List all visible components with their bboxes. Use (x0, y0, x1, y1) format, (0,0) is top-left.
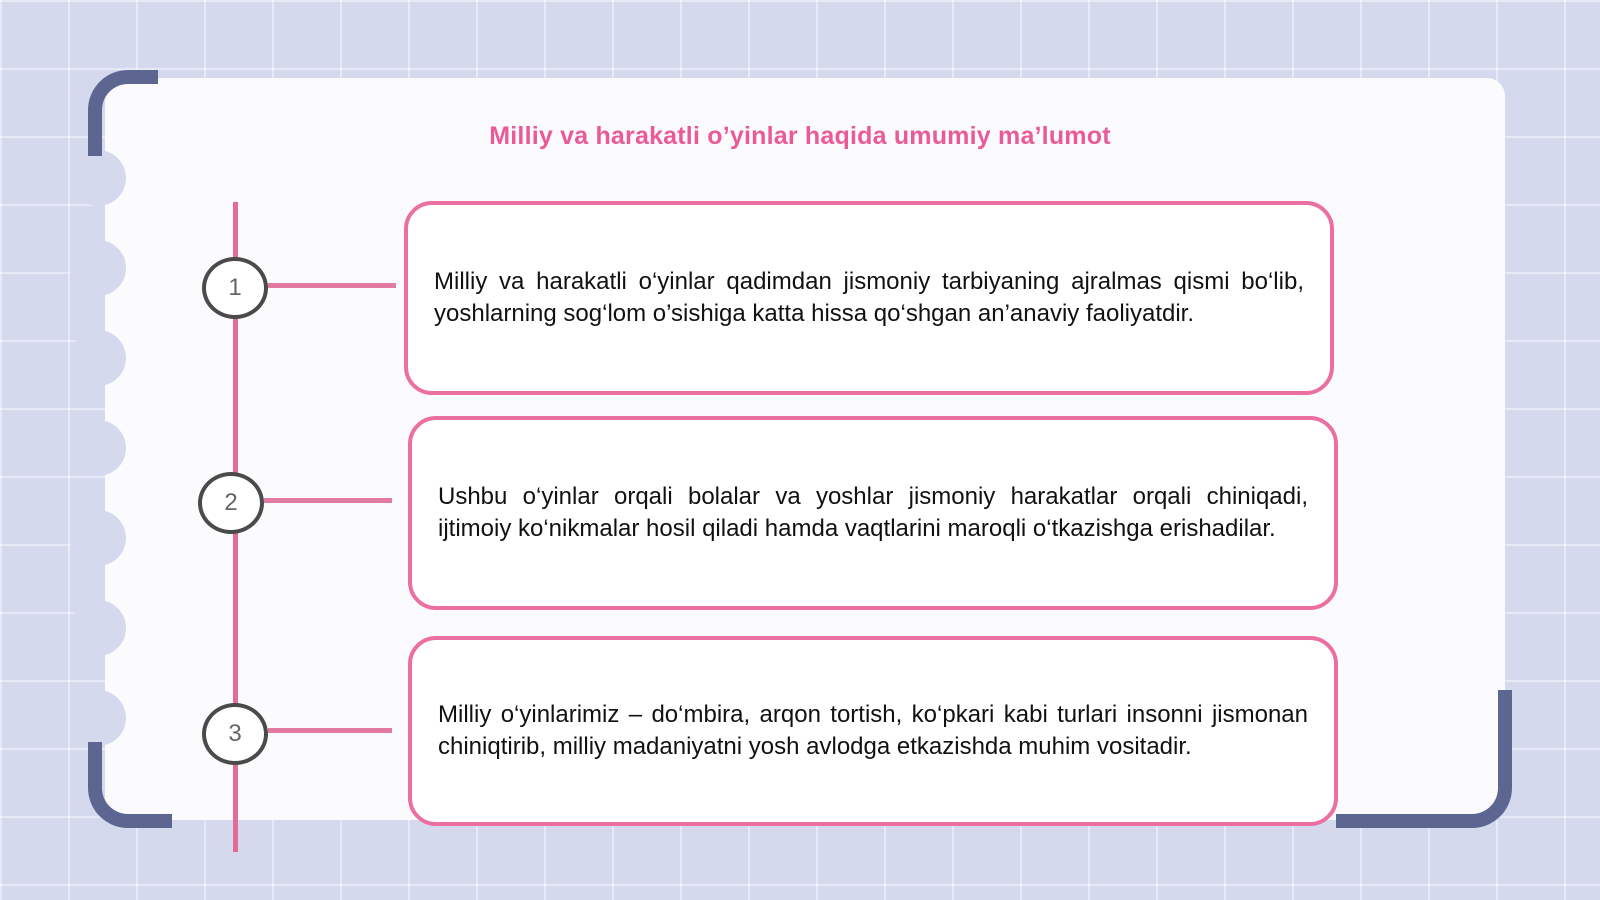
info-text: Milliy va harakatli o‘yinlar qadimdan jismoniy tarbiyaning ajralmas qismi bo‘lib, yoshlarning sog‘lom o’sishiga katta hissa qo‘shgan an’anaviy faoliyatdir. (434, 268, 1304, 327)
timeline-number: 3 (228, 720, 242, 747)
timeline-number: 2 (224, 489, 238, 516)
notebook-notch (70, 420, 126, 476)
notebook-notch (70, 690, 126, 746)
notebook-notch (70, 240, 126, 296)
timeline-connector (264, 498, 392, 503)
info-text: Ushbu o‘yinlar orqali bolalar va yoshlar jismoniy harakatlar orqali chiniqadi, ijtimoiy ko‘nikmalar hosil qiladi hamda vaqtlarini maroqli o‘tkazishga erishadilar. (438, 483, 1308, 542)
info-text: Milliy o‘yinlarimiz – do‘mbira, arqon tortish, ko‘pkari kabi turlari insonni jismonan chiniqtirib, milliy madaniyatni yosh avlodga etkazishda muhim vositadir. (438, 701, 1308, 760)
notebook-notch (70, 600, 126, 656)
timeline-connector (268, 283, 396, 288)
timeline-marker-3 (202, 703, 268, 765)
timeline-marker-2 (198, 472, 264, 534)
info-box-2 (408, 416, 1338, 610)
notebook-notch (70, 150, 126, 206)
corner-bracket-top-left (88, 70, 158, 156)
timeline-number: 1 (228, 274, 242, 301)
notebook-notch (70, 330, 126, 386)
corner-bracket-bottom-right (1336, 690, 1512, 828)
timeline-marker-1 (202, 257, 268, 319)
corner-bracket-bottom-left (88, 742, 172, 828)
timeline-connector (268, 728, 392, 733)
notebook-notch (70, 510, 126, 566)
slide-title: Milliy va harakatli oʼyinlar haqida umumiy maʼlumot (489, 122, 1111, 150)
info-box-3 (408, 636, 1338, 826)
info-box-1 (404, 201, 1334, 395)
